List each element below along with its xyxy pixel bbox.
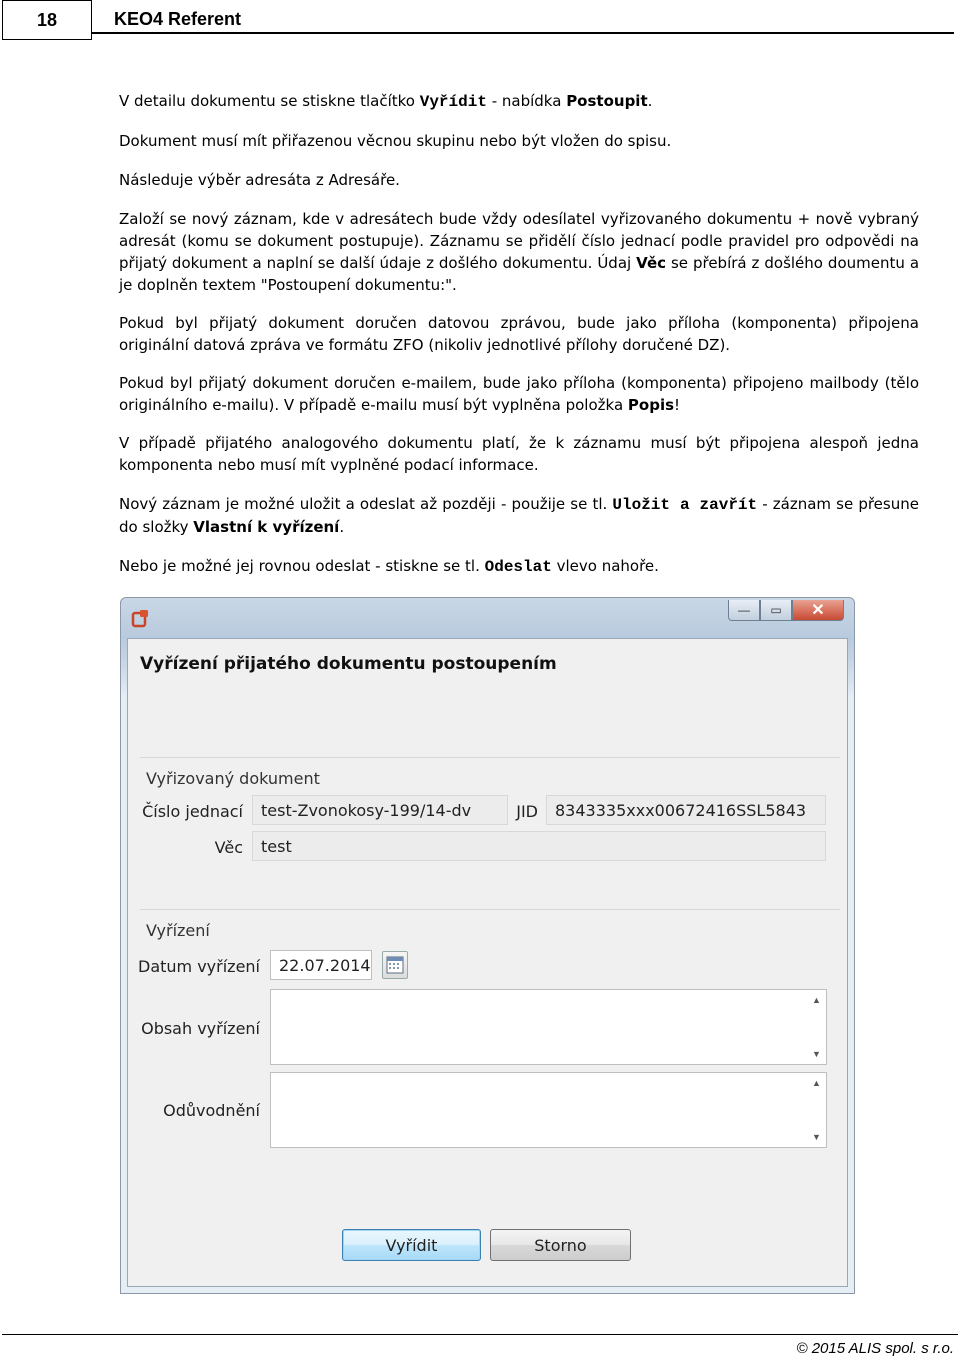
paragraph-6: Pokud byl přijatý dokument doručen e-mailem, bude jako příloha (komponenta) připojeno mailbody (tělo originálního e-mailu). V případě e-mailu musí být vyplněna položka Popis! [119,374,919,414]
scroll-down-icon[interactable]: ▼ [812,1132,821,1142]
scroll-up-icon[interactable]: ▲ [812,1078,821,1088]
maximize-button[interactable]: ▭ [760,600,792,621]
cislo-jednaci-field[interactable]: test-Zvonokosy-199/14-dv [252,795,508,825]
calendar-button[interactable] [382,951,408,979]
paragraph-7: V případě přijatého analogového dokumentu platí, že k záznamu musí být připojena alespoň jedna komponenta nebo musí mít vyplněné podací informace. [119,434,919,474]
datum-vyrizeni-input[interactable]: 22.07.2014 [270,950,372,980]
group-label-vyrizovany: Vyřizovaný dokument [146,769,320,788]
paragraph-2: Dokument musí mít přiřazenou věcnou skupinu nebo být vložen do spisu. [119,132,672,150]
obsah-vyrizeni-label: Obsah vyřízení [141,1019,260,1038]
page-number: 18 [2,0,92,40]
window-controls [728,600,844,621]
scroll-down-icon[interactable]: ▼ [812,1049,821,1059]
paragraph-5: Pokud byl přijatý dokument doručen datovou zprávou, bude jako příloha (komponenta) připojena originální datová zpráva ve formátu ZFO (nikoliv jednotlivé přílohy doručené DZ). [119,314,919,354]
oduvodneni-scrollbar[interactable] [808,1074,825,1146]
oduvodneni-label: Odůvodnění [163,1101,260,1120]
cislo-jednaci-label: Číslo jednací [142,802,243,821]
group-vyrizovany-dokument [140,757,840,758]
datum-vyrizeni-label: Datum vyřízení [138,957,260,976]
inline-code-ulozit: Uložit a zavřít [612,496,758,514]
obsah-scrollbar[interactable] [808,991,825,1063]
paragraph-4: Založí se nový záznam, kde v adresátech bude vždy odesílatel vyřizovaného dokumentu + nově vybraný adresát (komu se dokument postupuje). Záznamu se přidělí číslo jednací podle pravidel pro odpovědi na přijatý dokument a naplní se další údaje z došlého dokumentu. Údaj Věc se přebírá z došlého doumentu a je doplněn textem "Postoupení dokumentu:". [119,210,920,294]
dialog-window [120,597,855,1294]
oduvodneni-textarea[interactable] [270,1072,827,1148]
obsah-vyrizeni-textarea[interactable] [270,989,827,1065]
inline-code-odeslat: Odeslat [484,558,552,576]
jid-field[interactable]: 8343335xxx00672416SSL5843 [546,795,826,825]
group-label-vyrizeni: Vyřízení [146,921,210,940]
group-vyrizeni [140,909,840,910]
vyridit-button[interactable]: Vyřídit [342,1229,481,1261]
close-button[interactable]: ✕ [792,600,844,621]
minimize-button[interactable]: — [728,600,760,621]
jid-label: JID [516,802,538,821]
dialog-content [127,638,848,1287]
paragraph-3: Následuje výběr adresáta z Adresáře. [119,171,400,189]
vec-label: Věc [214,838,243,857]
app-icon [131,608,151,628]
vec-field[interactable]: test [252,831,826,861]
scroll-up-icon[interactable]: ▲ [812,995,821,1005]
paragraph-1: V detailu dokumentu se stiskne tlačítko Vyřídit - nabídka Postoupit. [119,92,653,111]
document-title: KEO4 Referent [114,9,242,29]
calendar-icon [383,952,407,978]
footer-copyright: © 2015 ALIS spol. s r.o. [796,1340,954,1357]
header-rule [92,32,954,34]
footer-rule [2,1334,958,1335]
dialog-title: Vyřízení přijatého dokumentu postoupením [140,654,557,674]
inline-code-vyridit: Vyřídit [419,93,487,111]
paragraph-9: Nebo je možné jej rovnou odeslat - stiskne se tl. Odeslat vlevo nahoře. [119,557,659,576]
storno-button[interactable]: Storno [490,1229,631,1261]
paragraph-8: Nový záznam je možné uložit a odeslat až později - použije se tl. Uložit a zavřít - záznam se přesune do složky Vlastní k vyřízení. [119,495,919,536]
